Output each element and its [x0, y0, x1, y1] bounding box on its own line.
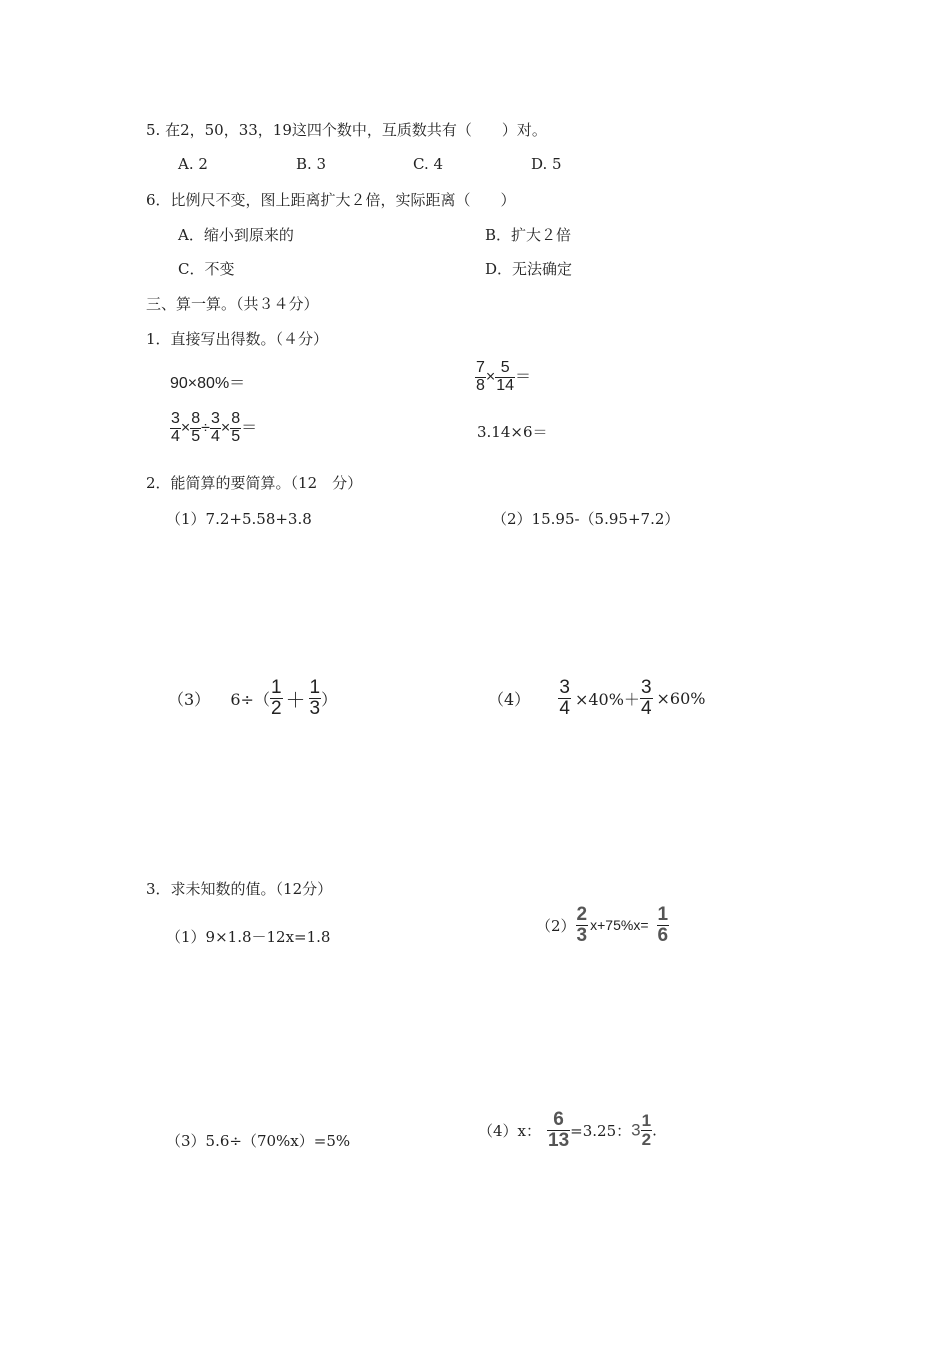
question-5: 5. 在2，50，33，19这四个数中，互质数共有（ ）对。	[146, 121, 547, 139]
q5-option-a: A. 2	[178, 155, 208, 173]
q5-option-d: D. 5	[531, 155, 562, 173]
q6-option-d: D．无法确定	[485, 260, 573, 278]
p1-expression-3: $\frac{3}{4}$ × $\frac{8}{5}$ ÷ $\frac{3}{4}$ × $\frac{8}{5}$ ＝	[171, 410, 258, 445]
fraction: $\frac{3}{4}$	[171, 410, 180, 445]
section-3-title: 三、算一算。（共３４分）	[146, 295, 319, 313]
fraction: $\frac{1}{2}$	[641, 1111, 652, 1149]
q6-option-c: C．不变	[178, 260, 235, 278]
fraction: $\frac{8}{5}$	[191, 410, 201, 445]
p2-expression-3: （3） 6÷（ $\frac{1}{2}$ ＋ $\frac{1}{3}$ ）	[168, 677, 338, 719]
p2-expression-2: （2）15.95-（5.95+7.2）	[492, 510, 680, 528]
q5-option-c: C. 4	[413, 155, 444, 173]
p1-expression-4: 3.14×6＝	[477, 423, 548, 441]
q6-option-a: A．缩小到原来的	[178, 226, 294, 244]
fraction: $\frac{8}{5}$	[231, 410, 241, 445]
p3-expression-1: （1）9×1.8－12x=1.8	[166, 928, 331, 946]
fraction: $\frac{3}{4}$	[640, 677, 652, 719]
fraction: $\frac{3}{4}$	[210, 410, 220, 445]
fraction: $\frac{5}{14}$	[496, 359, 515, 394]
q5-option-b: B. 3	[296, 155, 327, 173]
fraction: $\frac{2}{3}$	[576, 904, 588, 946]
p3-expression-3: （3）5.6÷（70%x）=5%	[166, 1132, 351, 1150]
part-3-title: 3．求未知数的值。（12分）	[146, 880, 333, 898]
fraction: $\frac{1}{2}$	[270, 677, 282, 719]
p3-expression-4: （4）x： $\frac{6}{13}$ =3.25：3 $\frac{1}{2}$ .	[478, 1109, 657, 1151]
fraction: $\frac{3}{4}$	[559, 677, 570, 719]
fraction: $\frac{6}{13}$	[548, 1109, 570, 1151]
q6-option-b: B．扩大２倍	[485, 226, 572, 244]
p2-expression-1: （1）7.2+5.58+3.8	[166, 510, 312, 528]
part-1-title: 1．直接写出得数。（４分）	[146, 330, 329, 348]
part-2-title: 2．能简算的要简算。（12 分）	[146, 474, 363, 492]
question-6: 6．比例尺不变，图上距离扩大２倍，实际距离（ ）	[146, 191, 516, 209]
p1-expression-1: 90×80%＝	[170, 375, 246, 392]
fraction: $\frac{1}{3}$	[309, 677, 321, 719]
p3-expression-2: （2） $\frac{2}{3}$ x+75%x= $\frac{1}{6}$	[536, 904, 669, 946]
p2-expression-4: （4） $\frac{3}{4}$ ×40%＋ $\frac{3}{4}$ ×60%	[488, 677, 706, 719]
fraction: $\frac{1}{6}$	[657, 904, 669, 946]
fraction: $\frac{7}{8}$	[476, 359, 485, 394]
p1-expression-2: $\frac{7}{8}$ × $\frac{5}{14}$ ＝	[476, 359, 532, 394]
